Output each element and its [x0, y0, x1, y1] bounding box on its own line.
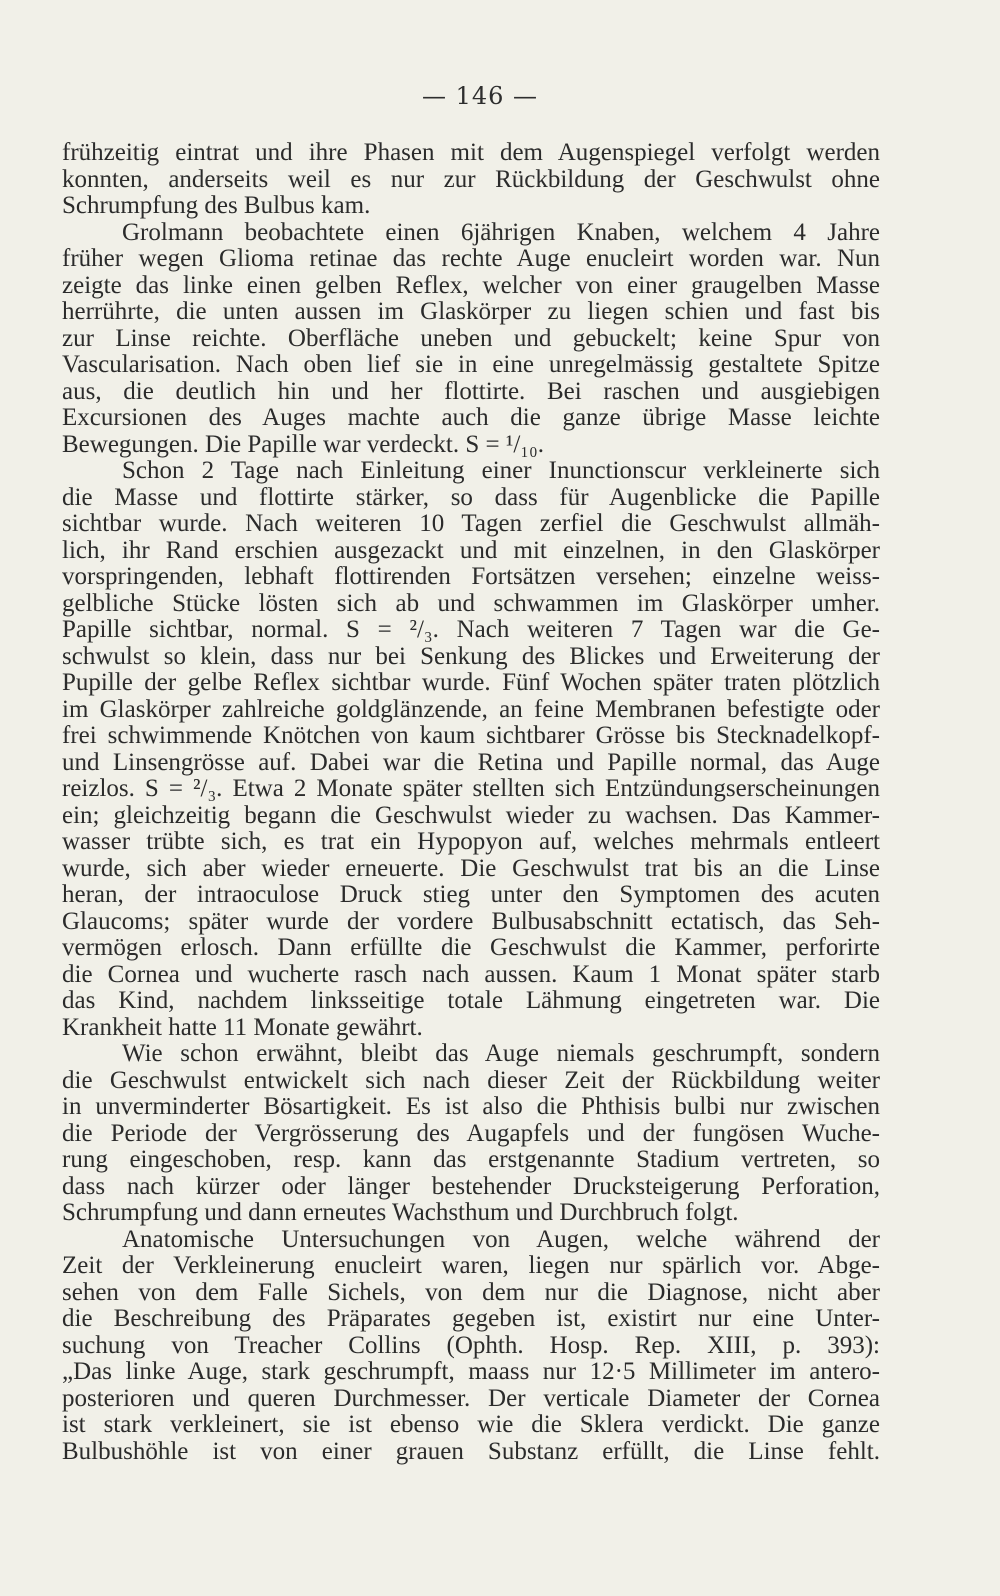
text-line: reizlos. S = ²/₃. Etwa 2 Monate später stellten sich Entzündungserscheinungen [62, 776, 880, 802]
text-line: gelbliche Stücke lösten sich ab und schwammen im Glaskörper umher. [62, 590, 880, 617]
text-line: posterioren und queren Durchmesser. Der verticale Diameter der Cornea [62, 1385, 880, 1412]
text-line: herrührte, die unten aussen im Glaskörper zu liegen schien und fast bis [62, 299, 880, 325]
text-line: die Masse und flottirte stärker, so dass für Augenblicke die Papille [62, 484, 880, 511]
text-line: zur Linse reichte. Oberfläche uneben und gebuckelt; keine Spur von [62, 325, 880, 352]
text-line: Bewegungen. Die Papille war verdeckt. S = ¹/₁₀. [62, 431, 544, 458]
text-line: die Periode der Vergrösserung des Augapfels und der fungösen Wuche- [62, 1120, 880, 1147]
text-line: früher wegen Glioma retinae das rechte Auge enucleirt worden war. Nun [62, 246, 880, 272]
text-line: Bulbushöhle ist von einer grauen Substanz erfüllt, die Linse fehlt. [62, 1438, 880, 1465]
text-line: und Linsengrösse auf. Dabei war die Retina und Papille normal, das Auge [62, 749, 880, 776]
text-line: „Das linke Auge, stark geschrumpft, maass nur 12·5 Millimeter im antero- [62, 1359, 880, 1385]
text-line: suchung von Treacher Collins (Ophth. Hosp. Rep. XIII, p. 393): [62, 1332, 880, 1359]
text-line: zeigte das linke einen gelben Reflex, welcher von einer graugelben Masse [62, 272, 880, 299]
text-line: das Kind, nachdem linksseitige totale Lähmung eingetreten war. Die [62, 988, 880, 1014]
text-line: Excursionen des Auges machte auch die ganze übrige Masse leichte [62, 405, 880, 431]
text-line: lich, ihr Rand erschien ausgezackt und mit einzelnen, in den Glaskörper [62, 537, 880, 564]
text-line: in unverminderter Bösartigkeit. Es ist also die Phthisis bulbi nur zwischen [62, 1094, 880, 1120]
text-line: Wie schon erwähnt, bleibt das Auge niemals geschrumpft, sondern [122, 1041, 880, 1067]
page-number: — 146 — [421, 82, 539, 110]
text-line: Papille sichtbar, normal. S = ²/₃. Nach weiteren 7 Tagen war die Ge- [62, 617, 880, 643]
text-line: Vascularisation. Nach oben lief sie in eine unregelmässig gestaltete Spitze [62, 352, 880, 378]
text-line: Anatomische Untersuchungen von Augen, welche während der [122, 1226, 880, 1253]
text-line: Zeit der Verkleinerung enucleirt waren, liegen nur spärlich vor. Abge- [62, 1253, 880, 1279]
text-line: Glaucoms; später wurde der vordere Bulbusabschnitt ectatisch, das Seh- [62, 908, 880, 935]
text-line: rung eingeschoben, resp. kann das erstgenannte Stadium vertreten, so [62, 1147, 880, 1173]
text-line: frühzeitig eintrat und ihre Phasen mit dem Augenspiegel verfolgt werden [62, 140, 880, 166]
body-text [62, 140, 880, 1465]
text-line: sehen von dem Falle Sichels, von dem nur die Diagnose, nicht aber [62, 1279, 880, 1306]
text-line: sichtbar wurde. Nach weiteren 10 Tagen zerfiel die Geschwulst allmäh- [62, 511, 880, 537]
text-line: ein; gleichzeitig begann die Geschwulst wieder zu wachsen. Das Kammer- [62, 802, 880, 829]
text-line: die Geschwulst entwickelt sich nach dieser Zeit der Rückbildung weiter [62, 1067, 880, 1094]
text-line: vorspringenden, lebhaft flottirenden Fortsätzen versehen; einzelne weiss- [62, 564, 880, 590]
text-line: die Cornea und wucherte rasch nach aussen. Kaum 1 Monat später starb [62, 961, 880, 988]
text-line: im Glaskörper zahlreiche goldglänzende, an feine Membranen befestigte oder [62, 696, 880, 723]
text-line: schwulst so klein, dass nur bei Senkung des Blickes und Erweiterung der [62, 643, 880, 670]
text-line: dass nach kürzer oder länger bestehender Drucksteigerung Perforation, [62, 1173, 880, 1200]
text-line: vermögen erlosch. Dann erfüllte die Geschwulst die Kammer, perforirte [62, 935, 880, 961]
text-line: Schrumpfung des Bulbus kam. [62, 193, 371, 219]
text-line: Schon 2 Tage nach Einleitung einer Inunctionscur verkleinerte sich [122, 458, 880, 484]
text-line: heran, der intraoculose Druck stieg unter den Symptomen des acuten [62, 882, 880, 908]
text-line: wasser trübte sich, es trat ein Hypopyon auf, welches mehrmals entleert [62, 829, 880, 855]
text-line: die Beschreibung des Präparates gegeben ist, existirt nur eine Unter- [62, 1306, 880, 1332]
text-line: ist stark verkleinert, sie ist ebenso wie die Sklera verdickt. Die ganze [62, 1412, 880, 1438]
text-line: konnten, anderseits weil es nur zur Rückbildung der Geschwulst ohne [62, 166, 880, 193]
text-line: Pupille der gelbe Reflex sichtbar wurde. Fünf Wochen später traten plötzlich [62, 670, 880, 696]
text-line: aus, die deutlich hin und her flottirte. Bei raschen und ausgiebigen [62, 378, 880, 405]
text-line: wurde, sich aber wieder erneuerte. Die Geschwulst trat bis an die Linse [62, 855, 880, 882]
text-line: frei schwimmende Knötchen von kaum sichtbarer Grösse bis Stecknadelkopf- [62, 723, 880, 749]
text-line: Schrumpfung und dann erneutes Wachsthum und Durchbruch folgt. [62, 1200, 739, 1226]
text-line: Krankheit hatte 11 Monate gewährt. [62, 1014, 423, 1041]
text-line: Grolmann beobachtete einen 6jährigen Knaben, welchem 4 Jahre [122, 219, 880, 246]
